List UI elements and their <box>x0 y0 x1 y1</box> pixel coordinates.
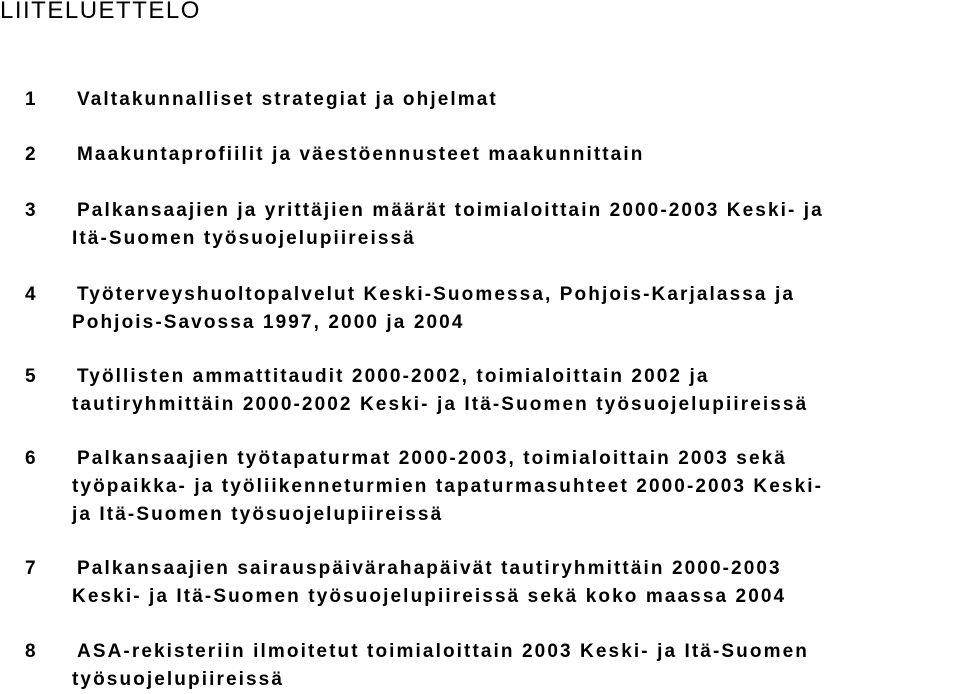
toc-item-line: Palkansaajien työtapaturmat 2000-2003, toimialoittain 2003 sekä <box>77 448 787 469</box>
toc-item-text <box>72 281 957 337</box>
toc-item-number: 4 <box>25 284 36 305</box>
toc-item-text <box>72 86 960 114</box>
toc-item-line: Pohjois-Savossa 1997, 2000 ja 2004 <box>72 312 465 333</box>
toc-item-text <box>72 197 957 253</box>
toc-item-line: Maakuntaprofiilit ja väestöennusteet maakunnittain <box>77 144 645 165</box>
toc-item-number: 7 <box>25 558 36 579</box>
toc-item-line: ja Itä-Suomen työsuojelupiireissä <box>72 504 444 525</box>
toc-item-text <box>72 141 960 169</box>
toc-item-line: työpaikka- ja työliikenneturmien tapaturmasuhteet 2000-2003 Keski- <box>72 476 824 497</box>
toc-item-number: 2 <box>25 144 36 165</box>
toc-item-number: 3 <box>25 200 36 221</box>
toc-item-number: 6 <box>25 448 36 469</box>
toc-item-line: Työterveyshuoltopalvelut Keski-Suomessa, Pohjois-Karjalassa ja <box>77 284 796 305</box>
toc-item-text <box>72 363 957 419</box>
toc-item-line: tautiryhmittäin 2000-2002 Keski- ja Itä-Suomen työsuojelupiireissä <box>72 394 809 415</box>
toc-item-number: 1 <box>25 89 36 110</box>
toc-item-number: 5 <box>25 366 36 387</box>
page-title: LIITELUETTELO <box>0 0 201 24</box>
toc-item-text <box>72 555 957 611</box>
toc-item-line: Palkansaajien ja yrittäjien määrät toimialoittain 2000-2003 Keski- ja <box>77 200 824 221</box>
toc-item-line: Palkansaajien sairauspäivärahapäivät tautiryhmittäin 2000-2003 <box>77 558 782 579</box>
toc-item-text <box>72 445 957 529</box>
toc-item-line: Valtakunnalliset strategiat ja ohjelmat <box>77 89 498 110</box>
toc-item-line: työsuojelupiireissä <box>72 669 285 690</box>
toc-item-line: Työllisten ammattitaudit 2000-2002, toimialoittain 2002 ja <box>77 366 710 387</box>
toc-item-number: 8 <box>25 641 36 662</box>
toc-item-text <box>72 638 957 694</box>
toc-item-line: ASA-rekisteriin ilmoitetut toimialoittain 2003 Keski- ja Itä-Suomen <box>77 641 809 662</box>
toc-item-line: Itä-Suomen työsuojelupiireissä <box>72 228 416 249</box>
toc-item-line: Keski- ja Itä-Suomen työsuojelupiireissä sekä koko maassa 2004 <box>72 586 787 607</box>
